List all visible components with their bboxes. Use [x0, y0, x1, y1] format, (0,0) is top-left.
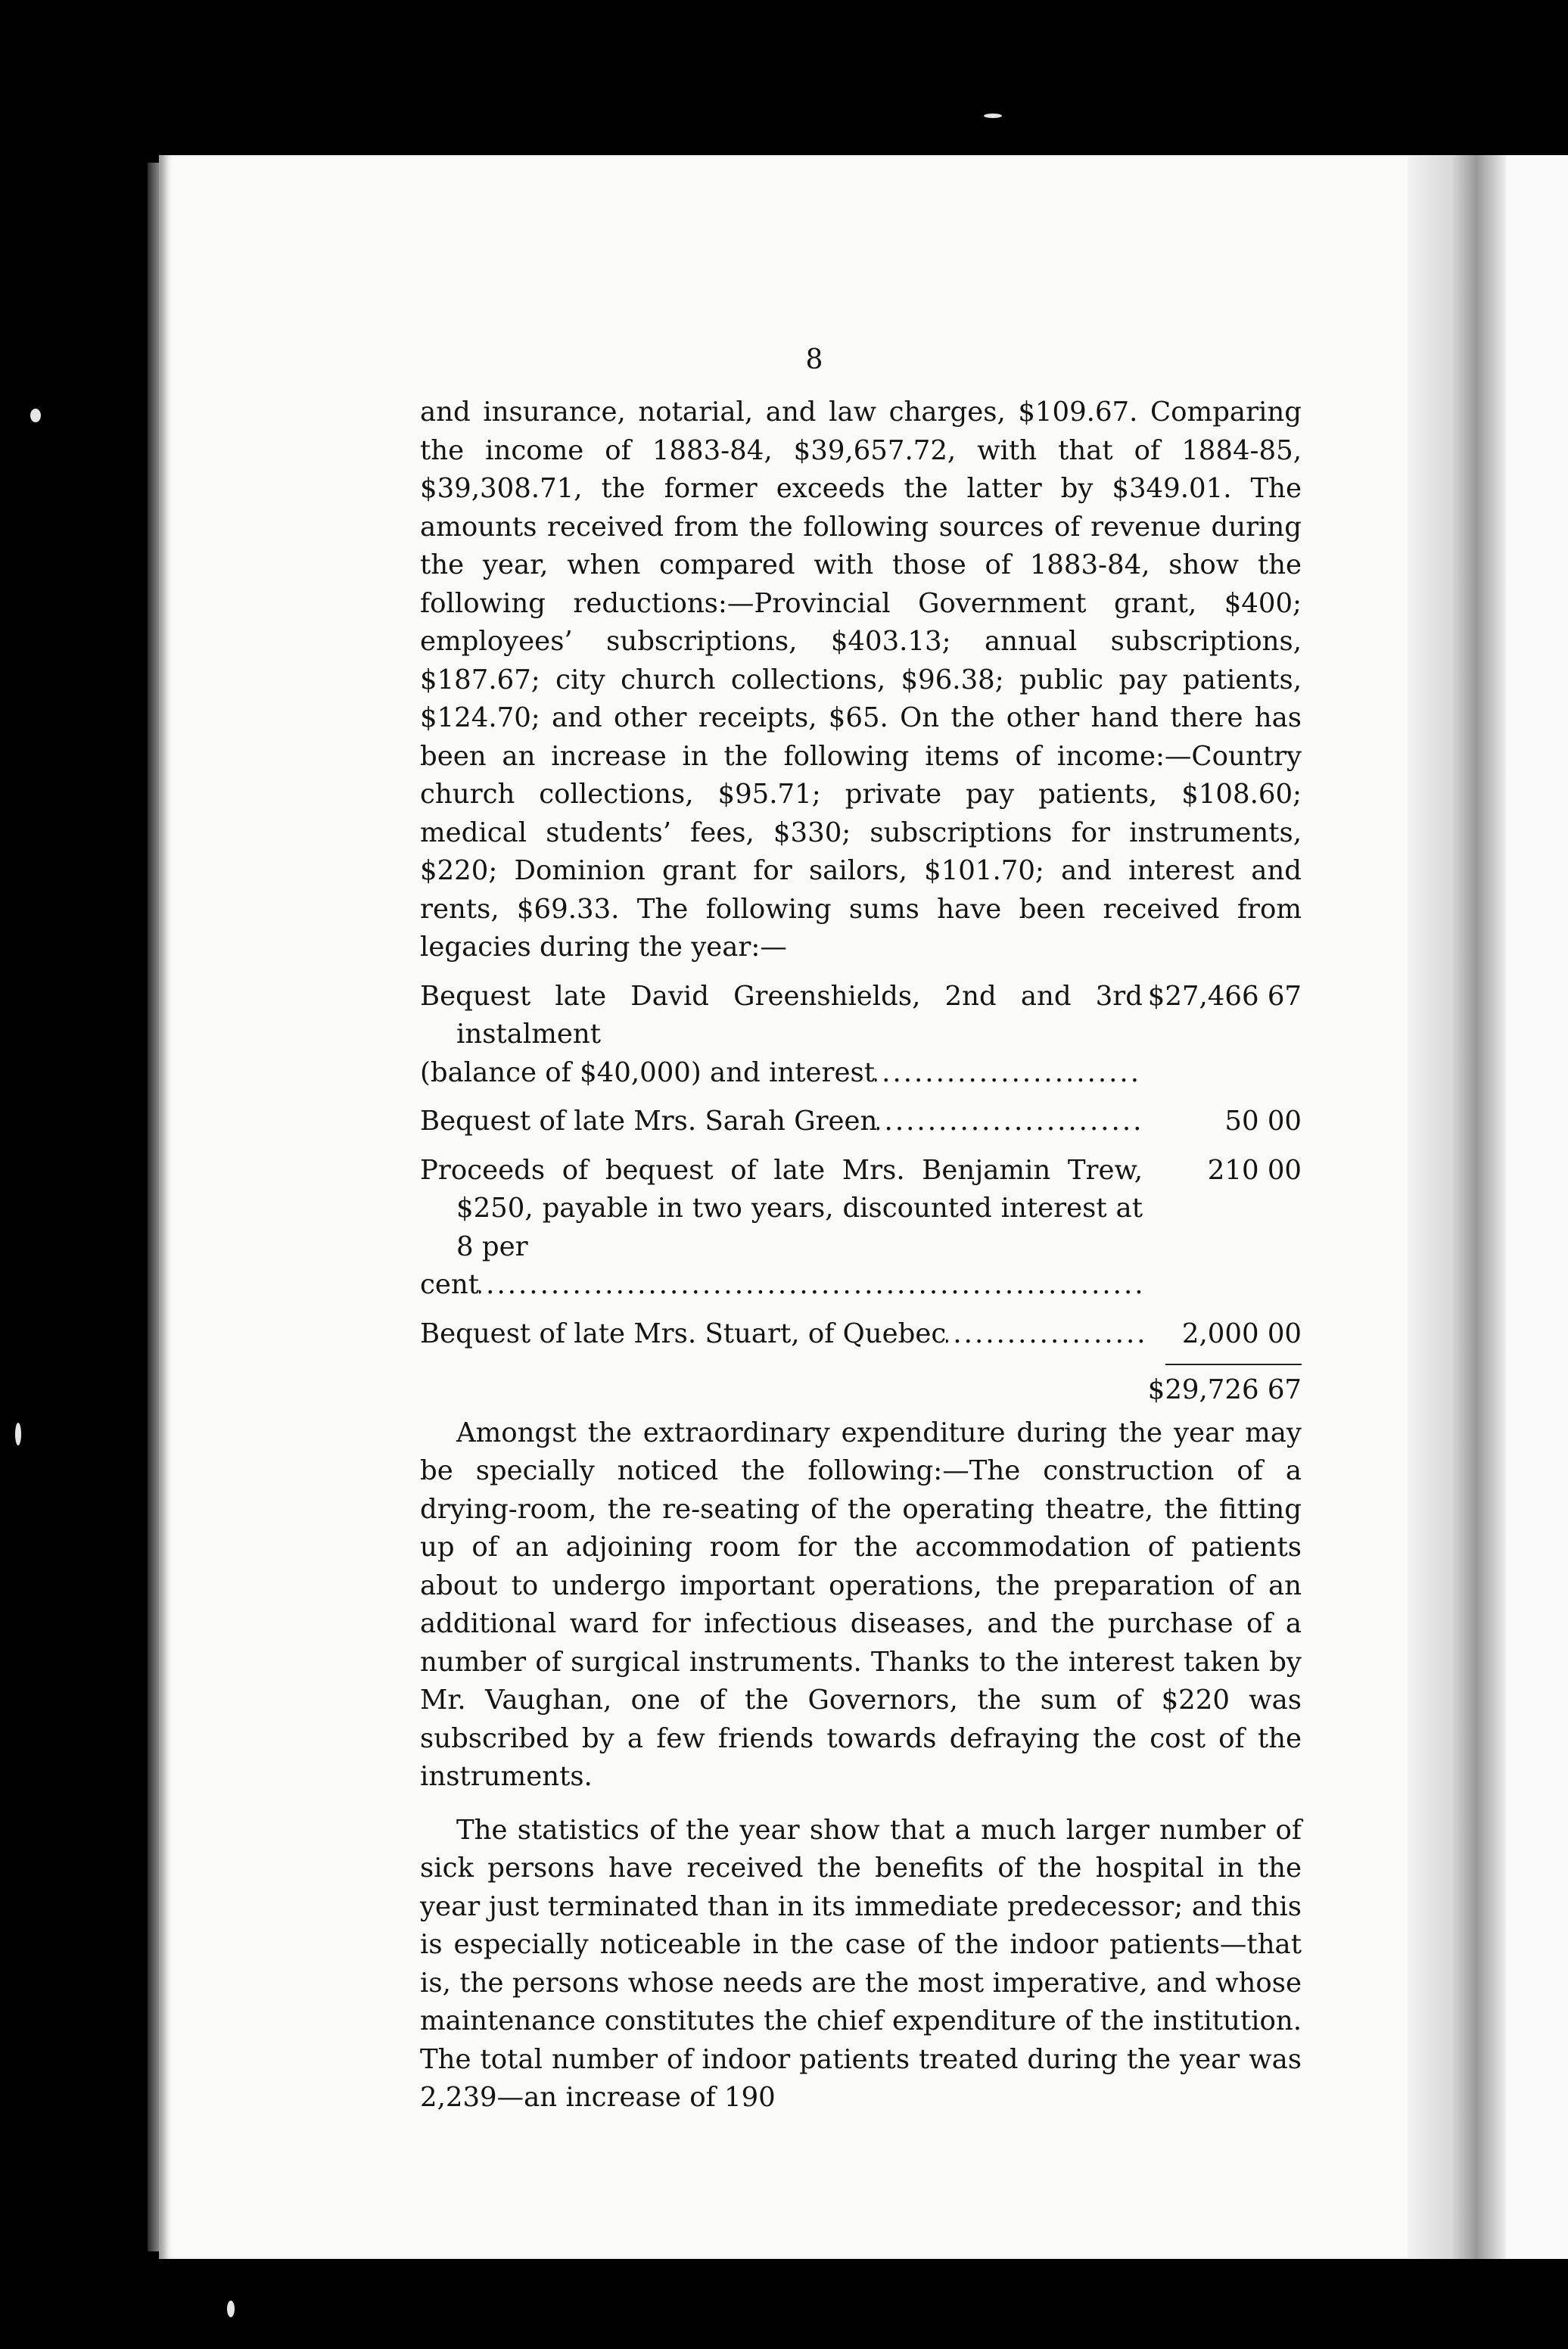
page-body	[420, 394, 1302, 2117]
ledger-row-green	[420, 1103, 1302, 1141]
dot-leader	[479, 1266, 1143, 1305]
ledger-total: $29,726 67	[1147, 1374, 1302, 1405]
scan-speck	[984, 114, 1002, 118]
scan-speck	[15, 1423, 21, 1445]
facing-page	[1506, 155, 1568, 2259]
ledger-amount: 50 00	[1224, 1106, 1302, 1137]
paragraph-statistics: The statistics of the year show that a much larger number of sick persons have received the benefits of the hospital in the year just terminated than in its immediate predecessor; and this is especially noticeable in the case of the indoor patients—that is, the persons whose needs are the most imperative, and whose maintenance constitutes the chief expenditure of the institution. The total number of indoor patients treated during the year was 2,239—an increase of 190	[420, 1814, 1302, 2113]
legacies-ledger	[420, 978, 1302, 1410]
ledger-row-stuart	[420, 1315, 1302, 1354]
ledger-desc-first: Bequest late David Greenshields, 2nd and 3rd instalment	[420, 980, 1143, 1050]
dot-leader	[875, 1054, 1143, 1093]
ledger-amount: $27,466 67	[1147, 980, 1302, 1012]
paragraph-revenue: and insurance, notarial, and law charges, $109.67. Comparing the income of 1883-84, $39,657.72, with that of 1884-85, $39,308.71, the former exceeds the latter by $349.01. The amounts received from the following sources of revenue during the year, when compared with those of 1883-84, show the following reductions:—Provincial Government grant, $400; employees’ subscriptions, $403.13; annual subscriptions, $187.67; city church collections, $96.38; public pay patients, $124.70; and other receipts, $65. On the other hand there has been an increase in the following items of income:—Country church collections, $95.71; private pay patients, $108.60; medical students’ fees, $330; subscriptions for instruments, $220; Dominion grant for sailors, $101.70; and interest and rents, $69.33. The following sums have been received from legacies during the year:—	[420, 397, 1302, 963]
ledger-row-trew	[420, 1152, 1302, 1305]
paragraph-expenditure: Amongst the extraordinary expenditure during the year may be specially noticed the following:—The construction of a drying-room, the re-seating of the operating theatre, the fitting up of an adjoining room for the accommodation of patients about to undergo important operations, the preparation of an additional ward for infectious diseases, and the purchase of a number of surgical instruments. Thanks to the interest taken by Mr. Vaughan, one of the Governors, the sum of $220 was subscribed by a few friends towards defraying the cost of the instruments.	[420, 1417, 1302, 1792]
ledger-desc-last: Bequest of late Mrs. Sarah Green	[420, 1106, 878, 1137]
ledger-row-greenshields	[420, 978, 1302, 1093]
ledger-desc-last: Bequest of late Mrs. Stuart, of Quebec	[420, 1318, 947, 1349]
dot-leader	[946, 1315, 1143, 1354]
dot-leader	[877, 1103, 1143, 1141]
page-number: 8	[805, 344, 823, 375]
total-rule	[1165, 1364, 1302, 1365]
scan-speck	[30, 409, 41, 422]
ledger-amount: 210 00	[1207, 1154, 1302, 1186]
ledger-amount: 2,000 00	[1181, 1318, 1302, 1349]
book-gutter	[1408, 155, 1506, 2259]
ledger-desc-last: (balance of $40,000) and interest	[420, 1056, 876, 1088]
ledger-desc-first: Proceeds of bequest of late Mrs. Benjamin Trew, $250, payable in two years, discounted interest at 8 per	[420, 1154, 1143, 1262]
scan-speck	[227, 2301, 235, 2317]
ledger-desc-last: cent	[420, 1269, 480, 1300]
